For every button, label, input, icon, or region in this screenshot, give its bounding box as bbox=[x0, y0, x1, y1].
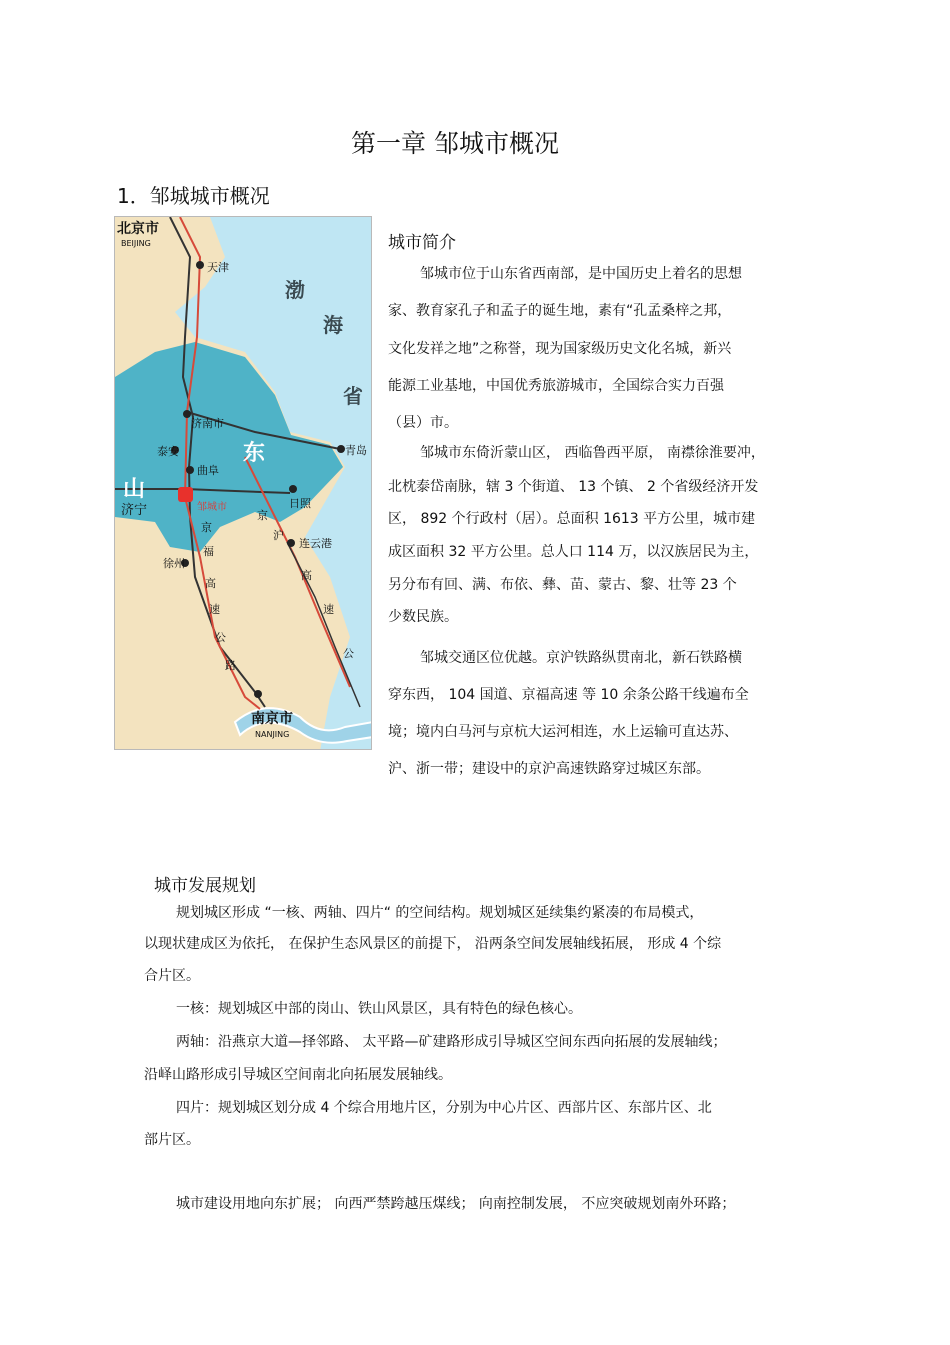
chapter-title: 第一章 邹城市概况 bbox=[351, 129, 559, 158]
label-lianyungang: 连云港 bbox=[299, 537, 332, 550]
intro-line-4: 能源工业基地，中国优秀旅游城市，全国综合实力百强 bbox=[388, 378, 724, 394]
intro-line-7: 北枕泰岱南脉，辖 3 个街道、 13 个镇、 2 个省级经济开发 bbox=[388, 479, 759, 495]
region-map-svg bbox=[115, 217, 372, 750]
planning-line-2: 以现状建成区为依托， 在保护生态风景区的前提下， 沿两条空间发展轴线拓展， 形成 4 个综 bbox=[144, 936, 722, 952]
label-jining: 济宁 bbox=[121, 503, 148, 518]
region-map bbox=[114, 216, 372, 750]
planning-line-9: 城市建设用地向东扩展； 向西严禁跨越压煤线； 向南控制发展， 不应突破规划南外环路； bbox=[176, 1196, 736, 1212]
label-jinghu-5: 公 bbox=[343, 647, 354, 660]
label-jingfu-4: 速 bbox=[209, 603, 220, 616]
intro-line-13: 穿东西， 104 国道、京福高速 等 10 余条公路干线遍布全 bbox=[388, 687, 749, 703]
label-xuzhou: 徐州 bbox=[163, 557, 185, 570]
planning-line-5: 两轴：沿燕京大道—择邻路、 太平路—矿建路形成引导城区空间东西向拓展的发展轴线； bbox=[176, 1034, 727, 1050]
label-zoucheng: 邹城市 bbox=[197, 502, 227, 513]
qingdao-dot bbox=[337, 445, 345, 453]
label-dong: 东 bbox=[243, 441, 266, 466]
label-jinghu-4: 速 bbox=[323, 603, 334, 616]
label-beijing-en: BEIJING bbox=[121, 239, 151, 248]
label-qufu: 曲阜 bbox=[197, 464, 219, 477]
qufu-dot bbox=[186, 466, 194, 474]
intro-line-9: 成区面积 32 平方公里。总人口 114 万，以汉族居民为主， bbox=[388, 544, 759, 560]
label-bohai-1: 渤 bbox=[285, 278, 305, 302]
zoucheng-marker bbox=[178, 487, 193, 502]
label-jinghu-3: 高 bbox=[301, 569, 312, 582]
label-jinghu-2: 沪 bbox=[273, 529, 284, 542]
intro-line-10: 另分布有回、满、布依、彝、苗、蒙古、黎、壮等 23 个 bbox=[388, 577, 737, 593]
planning-line-6: 沿峄山路形成引导城区空间南北向拓展发展轴线。 bbox=[144, 1067, 452, 1083]
planning-line-7: 四片：规划城区划分成 4 个综合用地片区，分别为中心片区、西部片区、东部片区、北 bbox=[176, 1100, 712, 1116]
intro-line-15: 沪、浙一带；建设中的京沪高速铁路穿过城区东部。 bbox=[388, 761, 710, 777]
planning-line-1: 规划城区形成 “一核、两轴、四片“ 的空间结构。规划城区延续集约紧凑的布局模式， bbox=[176, 905, 704, 921]
intro-line-5: （县）市。 bbox=[388, 415, 458, 431]
label-jingfu-6: 路 bbox=[225, 659, 236, 672]
label-nanjing-en: NANJING bbox=[255, 730, 290, 739]
label-bohai-2: 海 bbox=[323, 313, 343, 337]
label-jingfu-1: 京 bbox=[201, 521, 212, 534]
lianyungang-dot bbox=[287, 539, 295, 547]
label-shan: 山 bbox=[123, 477, 146, 502]
label-bohai-3: 省 bbox=[343, 384, 363, 408]
nanjing-dot bbox=[254, 690, 262, 698]
label-jingfu-5: 公 bbox=[215, 631, 226, 644]
planning-line-8: 部片区。 bbox=[144, 1132, 200, 1148]
intro-line-3: 文化发祥之地”之称誉，现为国家级历史文化名城，新兴 bbox=[388, 341, 732, 357]
label-jinghu-1: 京 bbox=[257, 509, 268, 522]
intro-line-6: 邹城市东倚沂蒙山区， 西临鲁西平原， 南襟徐淮要冲， bbox=[420, 445, 765, 461]
intro-line-8: 区， 892 个行政村（居）。总面积 1613 平方公里，城市建 bbox=[388, 511, 756, 527]
label-jingfu-3: 高 bbox=[205, 577, 216, 590]
intro-line-11: 少数民族。 bbox=[388, 609, 458, 625]
section-title: 1．邹城城市概况 bbox=[117, 184, 270, 208]
intro-line-14: 境；境内白马河与京杭大运河相连，水上运输可直达苏、 bbox=[388, 724, 738, 740]
label-tianjin: 天津 bbox=[207, 261, 229, 274]
tianjin-dot bbox=[196, 261, 204, 269]
intro-line-2: 家、教育家孔子和孟子的诞生地，素有“孔孟桑梓之邦， bbox=[388, 303, 732, 319]
intro-heading: 城市简介 bbox=[388, 233, 456, 253]
planning-line-3: 合片区。 bbox=[144, 968, 200, 984]
rizhao-dot bbox=[289, 485, 297, 493]
intro-line-1: 邹城市位于山东省西南部，是中国历史上着名的思想 bbox=[420, 266, 742, 282]
label-taian: 泰安 bbox=[157, 445, 179, 458]
label-jingfu-2: 福 bbox=[203, 545, 214, 558]
planning-heading: 城市发展规划 bbox=[154, 876, 256, 896]
jinan-dot bbox=[183, 410, 191, 418]
label-nanjing: 南京市 bbox=[251, 711, 293, 727]
label-qingdao: 青岛 bbox=[345, 444, 367, 457]
label-beijing: 北京市 bbox=[117, 221, 159, 237]
label-jinan: 济南市 bbox=[191, 417, 224, 430]
planning-line-4: 一核：规划城区中部的岗山、铁山风景区，具有特色的绿色核心。 bbox=[176, 1001, 582, 1017]
label-rizhao: 日照 bbox=[289, 497, 311, 510]
intro-line-12: 邹城交通区位优越。京沪铁路纵贯南北，新石铁路横 bbox=[420, 650, 742, 666]
